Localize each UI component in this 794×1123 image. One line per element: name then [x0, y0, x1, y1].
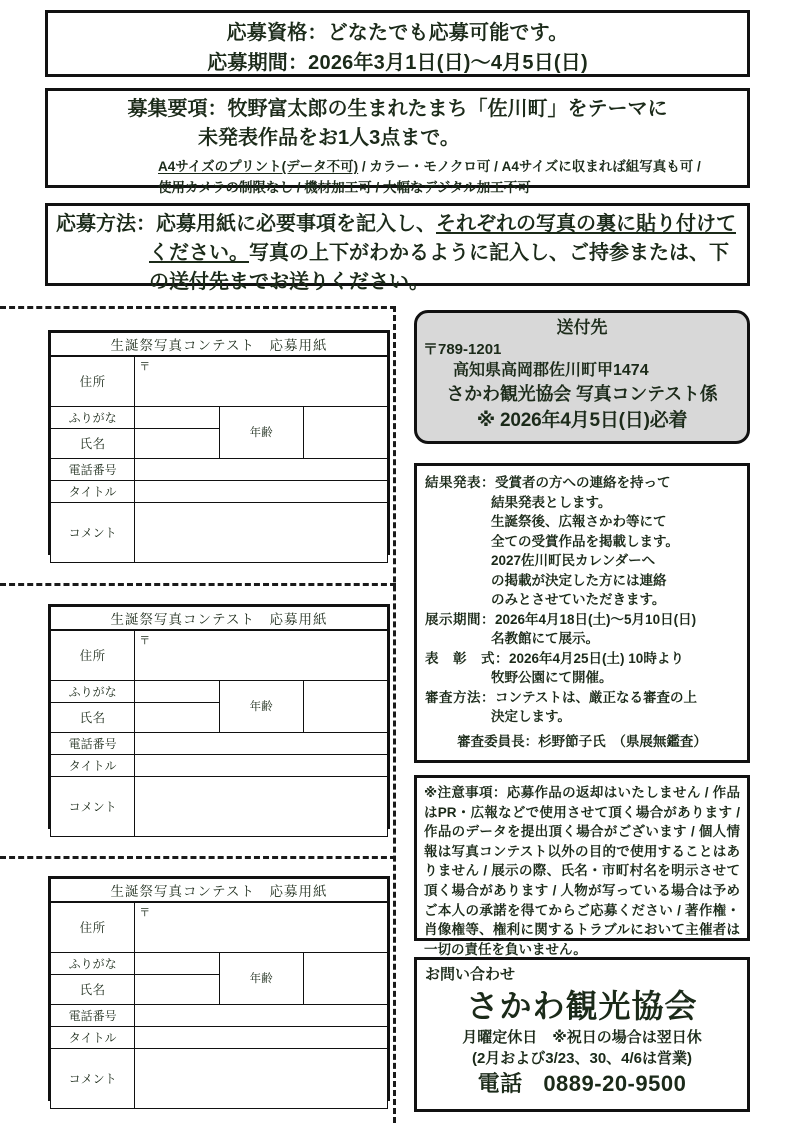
contact-box	[414, 957, 750, 1112]
results-row-key: 審査方法：	[425, 689, 495, 705]
notes-box	[414, 775, 750, 957]
results-row-value: 受賞者の方への連絡を持って	[495, 475, 671, 490]
form-field-address[interactable]	[135, 356, 388, 406]
form-label-address: 住所	[51, 630, 135, 680]
form-title: 生誕祭写真コンテスト 応募用紙	[51, 333, 388, 357]
howto-line-3: の送付先までお送りください。	[149, 271, 429, 293]
form-label-furigana: ふりがな	[51, 680, 135, 702]
form-label-photo-title: タイトル	[51, 754, 135, 776]
form-field-name[interactable]	[135, 702, 219, 732]
form-field-phone[interactable]	[135, 732, 388, 754]
form-field-name[interactable]	[135, 428, 219, 458]
form-field-age[interactable]	[303, 406, 387, 458]
form-field-comment[interactable]	[135, 776, 388, 836]
howto-underlined-2: ください。	[149, 242, 249, 264]
form-field-furigana[interactable]	[135, 406, 219, 428]
form-label-age: 年齢	[219, 952, 303, 1004]
form-label-comment: コメント	[51, 502, 135, 562]
zip-mark-icon: 〒	[139, 635, 151, 647]
eligibility-line-1: 応募資格：どなたでも応募可能です。	[226, 22, 569, 44]
form-field-age[interactable]	[303, 952, 387, 1004]
results-row-continuation: 2027佐川町民カレンダーへ	[491, 553, 656, 568]
send-to-organization: さかわ観光協会 写真コンテスト係	[446, 384, 718, 404]
results-row-continuation: 生誕祭後、広報さかわ等にて	[491, 514, 667, 529]
results-row-continuation: のみとさせていただきます。	[491, 592, 666, 607]
howto-prefix: 応募方法：応募用紙に必要事項を記入し、	[56, 213, 436, 235]
contact-label: お問い合わせ	[425, 966, 516, 983]
results-row-value: 2026年4月18日(土)〜5月10日(日)	[495, 611, 697, 627]
howto-box	[45, 203, 750, 293]
howto-underlined-1: それぞれの写真の裏に貼り付けて	[436, 213, 736, 235]
zip-mark-icon: 〒	[139, 907, 151, 919]
form-field-address[interactable]	[135, 630, 388, 680]
howto-line-1	[56, 210, 739, 239]
form-label-name: 氏名	[51, 974, 135, 1004]
send-to-deadline: ※ 2026年4月5日(日)必着	[476, 410, 688, 431]
form-field-photo-title[interactable]	[135, 754, 388, 776]
form-field-age[interactable]	[303, 680, 387, 732]
guidelines-box	[45, 88, 750, 195]
guidelines-line-1: 募集要項：牧野富太郎の生まれたまち「佐川町」をテーマに	[127, 98, 668, 120]
form-label-name: 氏名	[51, 428, 135, 458]
send-to-postal-code: 〒789-1201	[423, 341, 502, 358]
results-row-key: 展示期間：	[425, 611, 495, 627]
results-row-key: 表 彰 式：	[425, 650, 509, 666]
results-row	[425, 649, 739, 669]
form-field-furigana[interactable]	[135, 952, 219, 974]
eligibility-box	[45, 10, 750, 77]
form-label-name: 氏名	[51, 702, 135, 732]
guidelines-detail-rest: / カラー・モノクロ可 / A4サイズに収まれば組写真も可 /	[358, 159, 701, 174]
cut-line-horizontal-3	[0, 856, 396, 859]
cut-line-horizontal-2	[0, 583, 396, 586]
zip-mark-icon: 〒	[139, 361, 151, 373]
form-field-comment[interactable]	[135, 1048, 388, 1108]
results-row	[425, 473, 739, 493]
form-field-comment[interactable]	[135, 502, 388, 562]
results-row-continuation: 牧野公園にて開催。	[491, 670, 613, 685]
form-label-address: 住所	[51, 356, 135, 406]
form-field-photo-title[interactable]	[135, 480, 388, 502]
form-label-furigana: ふりがな	[51, 406, 135, 428]
form-field-phone[interactable]	[135, 1004, 388, 1026]
results-box	[414, 463, 750, 763]
results-row-continuation: 全ての受賞作品を掲載します。	[491, 533, 679, 549]
cut-line-horizontal-1	[0, 306, 396, 309]
form-label-phone: 電話番号	[51, 458, 135, 480]
results-row-continuation: の掲載が決定した方には連絡	[491, 572, 667, 588]
eligibility-line-2: 応募期間：2026年3月1日(日)〜4月5日(日)	[207, 52, 588, 74]
contact-hours-line-1: 月曜定休日 ※祝日の場合は翌日休	[462, 1029, 702, 1046]
howto-line-2	[56, 239, 739, 268]
form-field-name[interactable]	[135, 974, 219, 1004]
guidelines-line-2: 未発表作品をお1人3点まで。	[198, 127, 460, 149]
results-judge-chair: 審査委員長：杉野節子氏 （県展無鑑査）	[457, 733, 707, 749]
form-label-comment: コメント	[51, 1048, 135, 1108]
howto-rest-1: 写真の上下がわかるように記入し、ご持参または、下	[249, 242, 729, 264]
form-field-photo-title[interactable]	[135, 1026, 388, 1048]
results-row-key: 結果発表：	[425, 475, 495, 490]
contact-hours-line-2: (2月および3/23、30、4/6は営業)	[471, 1050, 693, 1067]
application-form-2[interactable]	[48, 604, 390, 829]
notes-text: ※注意事項：応募作品の返却はいたしません / 作品はPR・広報などで使用させて頂く場合があります / 作品のデータを提出頂く場合がございます / 個人情報は写真コンテスト以外の目的で使用することはありません / 展示の際、氏名・市町村名を明示させて頂く場合があります / 人物が写っている場合は予めご本人の承諾を得てからご応募ください / 著作権・肖像権等、権利に関するトラブルにおいて主催者は一切の責任を負いません。	[424, 785, 740, 957]
contact-tel-label: 電話	[477, 1071, 523, 1096]
form-label-phone: 電話番号	[51, 732, 135, 754]
form-label-age: 年齢	[219, 680, 303, 732]
send-to-box	[414, 310, 750, 444]
results-row-value: コンテストは、厳正なる審査の上	[495, 689, 697, 705]
form-label-comment: コメント	[51, 776, 135, 836]
form-field-address[interactable]	[135, 902, 388, 952]
guidelines-detail-line-1	[48, 156, 747, 177]
contact-telephone	[425, 1069, 739, 1099]
form-label-phone: 電話番号	[51, 1004, 135, 1026]
guidelines-detail-underlined: A4サイズのプリント(データ不可)	[158, 159, 359, 174]
contact-organization: さかわ観光協会	[466, 988, 698, 1024]
send-to-address: 高知県高岡郡佐川町甲1474	[453, 362, 649, 379]
form-label-address: 住所	[51, 902, 135, 952]
results-row	[425, 610, 739, 630]
send-to-title: 送付先	[556, 318, 608, 337]
form-label-age: 年齢	[219, 406, 303, 458]
form-field-furigana[interactable]	[135, 680, 219, 702]
results-row-continuation: 決定します。	[491, 709, 571, 724]
cut-line-vertical	[393, 306, 396, 1123]
form-label-photo-title: タイトル	[51, 1026, 135, 1048]
form-title: 生誕祭写真コンテスト 応募用紙	[51, 607, 388, 631]
form-title: 生誕祭写真コンテスト 応募用紙	[51, 879, 388, 903]
application-form-3[interactable]	[48, 876, 390, 1101]
results-row-value: 2026年4月25日(土) 10時より	[509, 650, 684, 666]
application-form-1[interactable]	[48, 330, 390, 555]
results-row-continuation: 結果発表とします。	[491, 494, 612, 510]
form-label-furigana: ふりがな	[51, 952, 135, 974]
results-row	[425, 688, 739, 708]
results-row-continuation: 名教館にて展示。	[491, 631, 599, 646]
form-label-photo-title: タイトル	[51, 480, 135, 502]
form-field-phone[interactable]	[135, 458, 388, 480]
guidelines-detail-line-2: 使用カメラの制限なし / 機材加工可 / 大幅なデジタル加工不可	[158, 180, 531, 195]
contact-tel-number: 0889-20-9500	[543, 1071, 687, 1096]
